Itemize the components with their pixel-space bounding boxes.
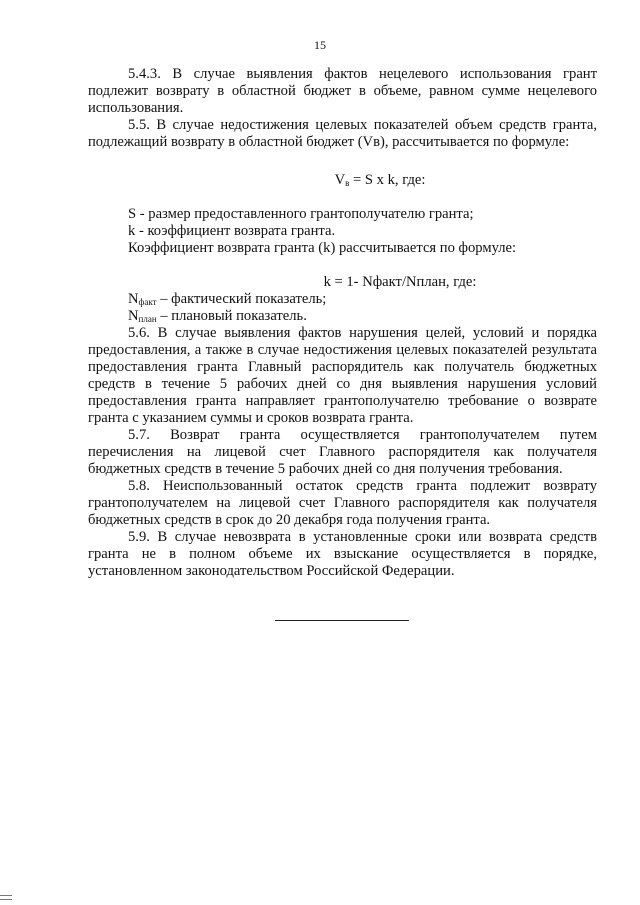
nfact-sub: факт: [138, 297, 157, 307]
text-block-definitions: [88, 206, 597, 257]
text-block-bottom: [88, 291, 597, 580]
formula-vv: [0, 172, 640, 189]
text-block-top: [88, 66, 597, 151]
nfact-text: – фактический показатель;: [156, 291, 327, 307]
paragraph-5-8: 5.8. Неиспользованный остаток средств гранта подлежит возврату грантополучателем на лицевой счет Главного распорядителя как получателя бюджетных средств в срок до 20 декабря года получения гранта.: [88, 478, 597, 528]
formula-k: k = 1- Nфакт/Nплан, где:: [323, 274, 477, 290]
nfact-symbol: N: [128, 291, 139, 307]
definition-nplan: [88, 308, 597, 325]
definition-nfact: [88, 291, 597, 308]
nplan-sub: план: [138, 314, 157, 324]
paragraph-5-5: 5.5. В случае недостижения целевых показателей объем средств гранта, подлежащий возврату в областной бюджет (Vв), рассчитывается по формуле:: [88, 117, 597, 150]
page-number: 15: [314, 38, 326, 52]
nplan-symbol: N: [128, 308, 139, 324]
definition-s: S - размер предоставленного грантополучателю гранта;: [128, 206, 474, 222]
k-formula-intro: Коэффициент возврата гранта (k) рассчитывается по формуле:: [128, 240, 517, 256]
formula-vv-rhs: = S x k, где:: [349, 172, 426, 188]
nplan-text: – плановый показатель.: [156, 308, 307, 324]
paragraph-5-9: 5.9. В случае невозврата в установленные сроки или возврата средств гранта не в полном объеме их взыскание осуществляется в порядке, установленном законодательством Российской Федерации.: [88, 529, 597, 579]
paragraph-5-7: 5.7. Возврат гранта осуществляется грантополучателем путем перечисления на лицевой счет Главного распорядителя как получателя бюджетных средств в течение 5 рабочих дней со дня получения требования.: [88, 427, 597, 477]
formula-vv-lhs: V: [334, 172, 346, 188]
paragraph-5-6: 5.6. В случае выявления фактов нарушения целей, условий и порядка предоставления, а также в случае недостижения целевых показателей результата предоставления гранта Главный распорядитель как получатель бюджетных средств в течение 5 рабочих дней со дня выявления нарушения условий предоставления гранта направляет грантополучателю требование о возврате гранта с указанием суммы и сроков возврата гранта.: [88, 325, 597, 426]
paragraph-5-4-3: 5.4.3. В случае выявления фактов нецелевого использования грант подлежит возврату в областной бюджет в объеме, равном сумме нецелевого использования.: [88, 66, 597, 116]
formula-vv-lhs-sub: в: [345, 178, 350, 188]
end-separator-line: [275, 620, 409, 621]
scan-margin-mark: [0, 895, 12, 900]
definition-k: k - коэффициент возврата гранта.: [128, 223, 336, 239]
